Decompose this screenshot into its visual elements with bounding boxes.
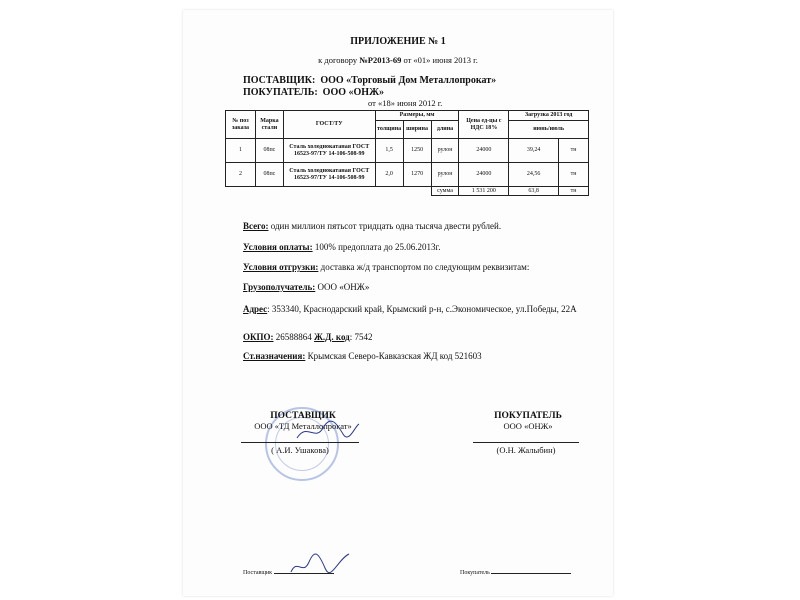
info-rail-value: : 7542 [349,332,373,342]
row-price: 24000 [459,163,509,187]
info-payment-value: 100% предоплата до 25.06.2013г. [312,242,441,252]
info-okpo-label: ОКПО: [243,332,274,342]
supplier-line [243,75,496,86]
supplier-signature [293,418,363,444]
row-grade: 08пс [255,163,283,187]
header-length: длина [431,121,459,139]
info-total-label: Всего: [243,221,269,231]
appendix-title: ПРИЛОЖЕНИЕ № 1 [350,36,446,47]
contract-reference [183,55,613,65]
supplier-sign-person: ( А.И. Ушакова) [271,445,329,455]
supplier-name: ООО «Торговый Дом Металлопрокат» [320,75,497,86]
specification-table [225,110,589,196]
table-header-row-1 [226,111,589,121]
row-thickness: 2,0 [375,163,403,187]
info-station [243,351,583,362]
buyer-sign-org: ООО «ОНЖ» [503,421,553,431]
footer-supplier-label: Поставщик [243,570,273,576]
info-address-value: : 353340, Краснодарский край, Крымский р-н, с.Экономическое, ул.Победы, 22А [267,304,577,314]
row-pos: 1 [226,139,256,163]
footer-buyer-label: Покупатель [460,570,490,576]
info-total-value: один миллион пятьсот тридцать одна тысяча двести рублей. [268,221,502,231]
footer-buyer-line [491,573,571,574]
info-rail-label: Ж.Д. код [314,332,350,342]
table-row [226,139,589,163]
row-width: 1250 [403,139,431,163]
row-length: рулон [431,163,459,187]
buyer-line [243,87,384,98]
header-month: июнь/июль [509,121,589,139]
header-price: Цена ед-цы с НДС 18% [459,111,509,139]
info-okpo [243,332,583,343]
info-shipping-value: доставка ж/д транспортом по следующим реквизитам: [318,262,530,272]
info-station-label: Ст.назначения: [243,351,306,361]
header-width: ширина [403,121,431,139]
total-price: 1 531 200 [459,187,509,196]
info-station-value: Крымская Северо-Кавказская ЖД код 521603 [305,351,482,361]
table-row [226,163,589,187]
row-unit: тн [559,163,589,187]
buyer-sign-person: (О.Н. Жалыбин) [496,445,556,455]
buyer-sign-title: ПОКУПАТЕЛЬ [494,411,562,421]
row-qty: 24,56 [509,163,559,187]
header-load: Загрузка 2013 год [509,111,589,121]
header-gost: ГОСТ/ТУ [283,111,375,139]
buyer-signature-block [473,411,583,431]
parties-date: от «18» июня 2012 г. [368,98,443,108]
header-pos: № поз заказа [226,111,256,139]
row-gost: Сталь холоднокатаная ГОСТ 16523-97/ТУ 14-106-508-99 [283,139,375,163]
supplier-sign-org: ООО «ТД Металлопрокат» [254,421,352,431]
row-length: рулон [431,139,459,163]
footer-signature [285,550,355,580]
supplier-sign-title: ПОСТАВЩИК [270,411,336,421]
footer-buyer [460,570,571,576]
total-label: сумма [431,187,459,196]
total-unit: тн [559,187,589,196]
row-unit: тн [559,139,589,163]
contract-date: от «01» июня 2013 г. [401,55,478,65]
buyer-label: ПОКУПАТЕЛЬ: [243,87,318,98]
info-consignee-label: Грузополучатель: [243,282,316,292]
document-page [183,10,613,596]
contract-number: №Р2013-69 [359,55,402,65]
table-total-row [226,187,589,196]
info-consignee [243,282,583,293]
row-qty: 39,24 [509,139,559,163]
row-width: 1270 [403,163,431,187]
info-okpo-value: 26588864 [273,332,315,342]
info-address-label: Адрес [243,304,268,314]
info-payment-label: Условия оплаты: [243,242,313,252]
row-thickness: 1,5 [375,139,403,163]
total-qty: 63,8 [509,187,559,196]
header-sizes: Размеры, мм [375,111,459,121]
info-shipping-label: Условия отгрузки: [243,262,319,272]
supplier-label: ПОСТАВЩИК: [243,75,316,86]
supplier-signature-line [241,442,359,443]
info-address [243,300,583,318]
info-shipping [243,262,583,273]
info-consignee-value: ООО «ОНЖ» [315,282,370,292]
info-total [243,221,583,232]
header-thickness: толщина [375,121,403,139]
row-pos: 2 [226,163,256,187]
row-gost: Сталь холоднокатаная ГОСТ 16523-97/ТУ 14-106-508-99 [283,163,375,187]
header-grade: Марка стали [255,111,283,139]
contract-prefix: к договору [318,55,360,65]
row-grade: 08пс [255,139,283,163]
row-price: 24000 [459,139,509,163]
info-payment [243,242,583,253]
buyer-name: ООО «ОНЖ» [322,87,384,98]
buyer-signature-line [473,442,579,443]
